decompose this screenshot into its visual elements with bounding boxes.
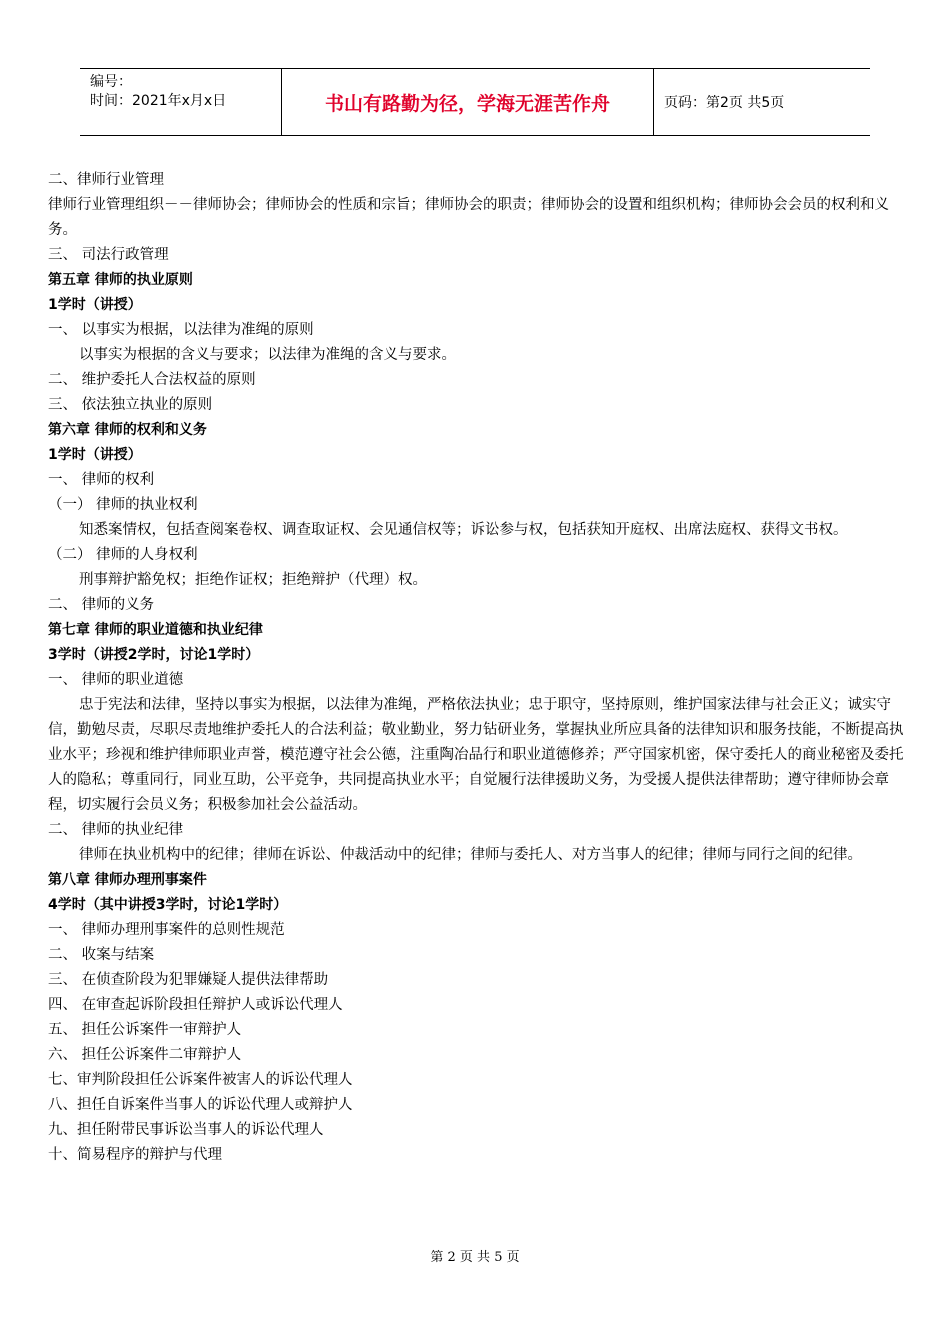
section-heading: 八、担任自诉案件当事人的诉讼代理人或辩护人 (48, 1097, 353, 1113)
section-heading: 二、 律师的执业纪律 (48, 822, 184, 838)
section-heading: 一、 以事实为根据，以法律为准绳的原则 (48, 322, 314, 338)
chapter-hours: 1学时（讲授） (48, 297, 142, 313)
date-label: 时间：2021年x月x日 (90, 93, 227, 109)
chapter-hours: 4学时（其中讲授3学时，讨论1学时） (48, 897, 288, 913)
section-heading: 一、 律师办理刑事案件的总则性规范 (48, 922, 285, 938)
section-heading: 三、 依法独立执业的原则 (48, 397, 213, 413)
document-body (48, 168, 910, 1168)
header-meta (80, 69, 282, 135)
subsection-heading: （一） 律师的执业权利 (48, 497, 198, 513)
chapter-hours: 1学时（讲授） (48, 447, 142, 463)
section-heading: 二、律师行业管理 (48, 172, 164, 188)
section-heading: 三、 在侦查阶段为犯罪嫌疑人提供法律帮助 (48, 972, 329, 988)
section-heading: 三、 司法行政管理 (48, 247, 169, 263)
chapter-title: 第八章 律师办理刑事案件 (48, 872, 207, 888)
paragraph: 刑事辩护豁免权；拒绝作证权；拒绝辩护（代理）权。 (79, 572, 427, 588)
section-heading: 五、 担任公诉案件一审辩护人 (48, 1022, 242, 1038)
section-heading: 二、 维护委托人合法权益的原则 (48, 372, 256, 388)
section-heading: 一、 律师的职业道德 (48, 672, 184, 688)
section-heading: 二、 律师的义务 (48, 597, 155, 613)
paragraph: 律师在执业机构中的纪律；律师在诉讼、仲裁活动中的纪律；律师与委托人、对方当事人的纪律；律师与同行之间的纪律。 (79, 847, 862, 863)
page-footer: 第 2 页 共 5 页 (430, 1250, 520, 1265)
section-heading: 一、 律师的权利 (48, 472, 155, 488)
section-heading: 七、审判阶段担任公诉案件被害人的诉讼代理人 (48, 1072, 353, 1088)
section-heading: 六、 担任公诉案件二审辩护人 (48, 1047, 242, 1063)
chapter-title: 第七章 律师的职业道德和执业纪律 (48, 622, 263, 638)
chapter-hours: 3学时（讲授2学时，讨论1学时） (48, 647, 260, 663)
header-motto: 书山有路勤为径，学海无涯苦作舟 (282, 69, 654, 135)
paragraph: 忠于宪法和法律，坚持以事实为根据，以法律为准绳，严格依法执业；忠于职守，坚持原则，维护国家法律与社会正义；诚实守信，勤勉尽责，尽职尽责地维护委托人的合法利益；敬业勤业，努力钻研业务，掌握执业所应具备的法律知识和服务技能，不断提高执业水平；珍视和维护律师职业声誉，模范遵守社会公德，注重陶冶品行和职业道德修养；严守国家机密，保守委托人的商业秘密及委托人的隐私；尊重同行，同业互助，公平竞争，共同提高执业水平；自觉履行法律援助义务，为受援人提供法律帮助；遵守律师协会章程，切实履行会员义务；积极参加社会公益活动。 (48, 697, 904, 813)
chapter-title: 第六章 律师的权利和义务 (48, 422, 207, 438)
paragraph: 知悉案情权，包括查阅案卷权、调查取证权、会见通信权等；诉讼参与权，包括获知开庭权、出席法庭权、获得文书权。 (79, 522, 848, 538)
subsection-heading: （二） 律师的人身权利 (48, 547, 198, 563)
paragraph: 以事实为根据的含义与要求；以法律为准绳的含义与要求。 (79, 347, 456, 363)
header-page-label: 页码：第2页 共5页 (664, 95, 785, 111)
section-heading: 十、简易程序的辩护与代理 (48, 1147, 222, 1163)
page-header (80, 68, 870, 136)
section-heading: 二、 收案与结案 (48, 947, 155, 963)
section-heading: 九、担任附带民事诉讼当事人的诉讼代理人 (48, 1122, 324, 1138)
paragraph: 律师行业管理组织－－律师协会；律师协会的性质和宗旨；律师协会的职责；律师协会的设置和组织机构；律师协会会员的权利和义务。 (48, 197, 889, 238)
chapter-title: 第五章 律师的执业原则 (48, 272, 193, 288)
number-label: 编号： (90, 74, 132, 90)
section-heading: 四、 在审查起诉阶段担任辩护人或诉讼代理人 (48, 997, 343, 1013)
